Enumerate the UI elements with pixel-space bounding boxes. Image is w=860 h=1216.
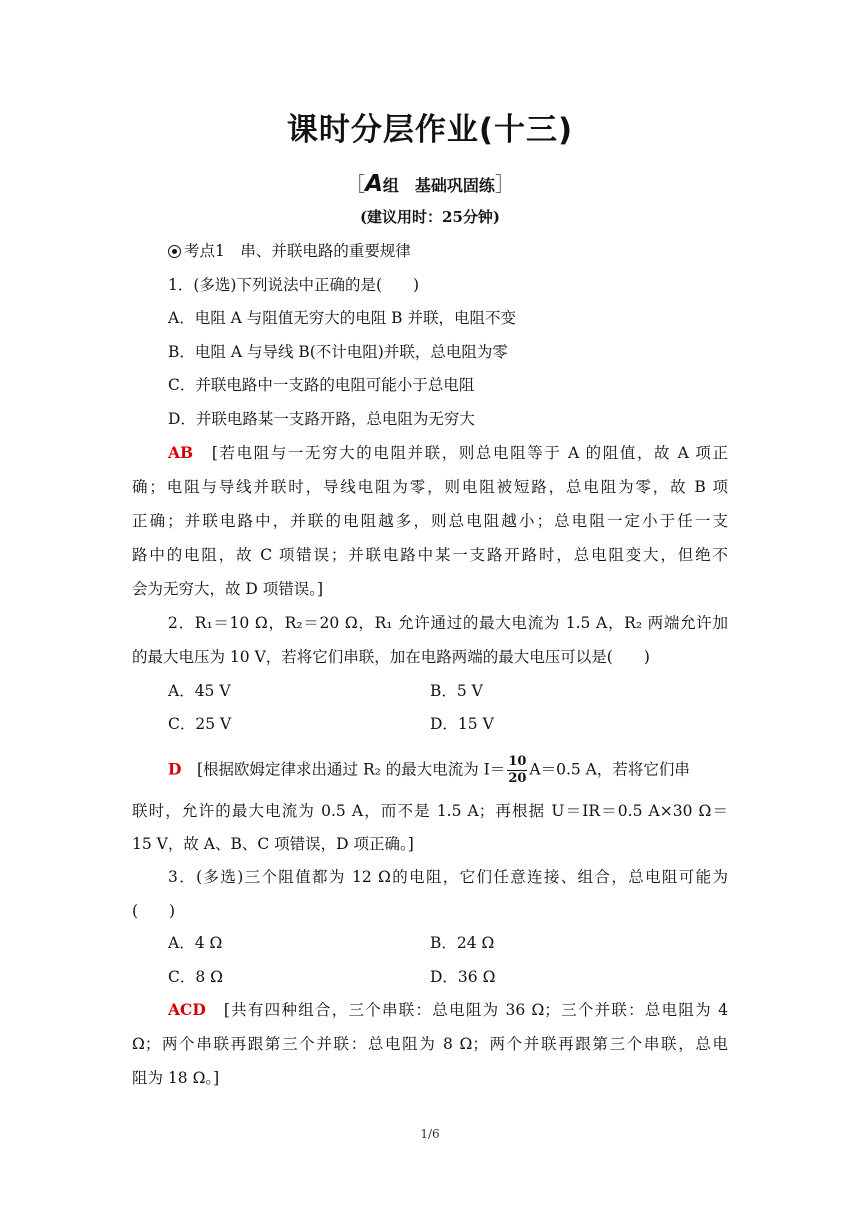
question-1-option-c: C．并联电路中一支路的电阻可能小于总电阻	[168, 376, 475, 394]
question-1-explanation-line: 正确；并联电路中，并联的电阻越多，则总电阻越小；总电阻一定小于任一支	[132, 512, 728, 530]
question-3-stem: 3．(多选)三个阻值都为 12 Ω的电阻，它们任意连接、组合，总电阻可能为	[168, 868, 728, 886]
bracket-right: ］	[494, 172, 515, 196]
group-heading	[0, 168, 860, 197]
question-2-option-a: A．45 V	[168, 682, 231, 700]
question-3-option-c: C．8 Ω	[168, 968, 223, 986]
question-3-explanation-line: ACD [共有四种组合，三个串联：总电阻为 36 Ω；三个并联：总电阻为 4	[168, 1000, 728, 1019]
bullseye-icon	[168, 245, 181, 258]
question-2-explanation-line: D [根据欧姆定律求出通过 R₂ 的最大电流为 I＝ $\frac{10}{20}$ A＝0.5 A，若将它们串	[168, 754, 690, 786]
question-3-option-b: B．24 Ω	[430, 934, 495, 952]
question-2-answer: D	[168, 759, 182, 779]
fraction: $\frac{10}{20}$	[508, 754, 527, 786]
section-heading: 考点1 串、并联电路的重要规律	[168, 240, 411, 262]
question-1-explanation-line: AB [若电阻与一无穷大的电阻并联，则总电阻等于 A 的阻值，故 A 项正	[168, 443, 728, 462]
question-3-stem: ( )	[132, 902, 176, 920]
page-number: 1/6	[420, 1127, 440, 1141]
page-title: 课时分层作业(十三)	[286, 112, 574, 148]
question-3-option-d: D．36 Ω	[430, 968, 496, 986]
question-2-stem: 2．R₁＝10 Ω，R₂＝20 Ω，R₁ 允许通过的最大电流为 1.5 A，R₂ 两端允许加	[168, 614, 728, 632]
question-1-option-b: B．电阻 A 与导线 B(不计电阻)并联，总电阻为零	[168, 343, 508, 361]
question-2-explanation-line: 15 V，故 A、B、C 项错误，D 项正确。]	[132, 835, 414, 853]
question-3-explanation-line: 阻为 18 Ω。]	[132, 1069, 220, 1087]
question-2-option-b: B．5 V	[430, 682, 483, 700]
question-3-option-a: A．4 Ω	[168, 934, 223, 952]
question-2-option-d: D．15 V	[430, 715, 494, 733]
bracket-left: ［	[345, 172, 366, 196]
question-1-option-d: D．并联电路某一支路开路，总电阻为无穷大	[168, 410, 475, 428]
question-1-explanation-line: 确；电阻与导线并联时，导线电阻为零，则电阻被短路，总电阻为零，故 B 项	[132, 478, 728, 496]
question-3-explanation-line: Ω；两个串联再跟第三个并联：总电阻为 8 Ω；两个并联再跟第三个串联，总电	[132, 1035, 728, 1053]
question-1-answer: AB	[168, 443, 194, 462]
question-2-explanation-line: 联时，允许的最大电流为 0.5 A，而不是 1.5 A；再根据 U＝IR＝0.5 A×30 Ω＝	[132, 802, 728, 820]
question-1-stem: 1．(多选)下列说法中正确的是( )	[168, 276, 420, 294]
question-3-answer: ACD	[168, 1000, 206, 1019]
question-1-explanation-line: 路中的电阻，故 C 项错误；并联电路中某一支路开路时，总电阻变大，但绝不	[132, 546, 728, 564]
group-letter: A	[365, 171, 383, 197]
question-1-explanation-line: 会为无穷大，故 D 项错误。]	[132, 580, 324, 598]
question-1-option-a: A．电阻 A 与阻值无穷大的电阻 B 并联，电阻不变	[168, 309, 516, 327]
group-label: 组 基础巩固练	[382, 176, 495, 195]
time-note: (建议用时：25分钟)	[359, 208, 501, 226]
question-2-stem: 的最大电压为 10 V，若将它们串联，加在电路两端的最大电压可以是( )	[132, 648, 650, 666]
question-2-option-c: C．25 V	[168, 715, 232, 733]
